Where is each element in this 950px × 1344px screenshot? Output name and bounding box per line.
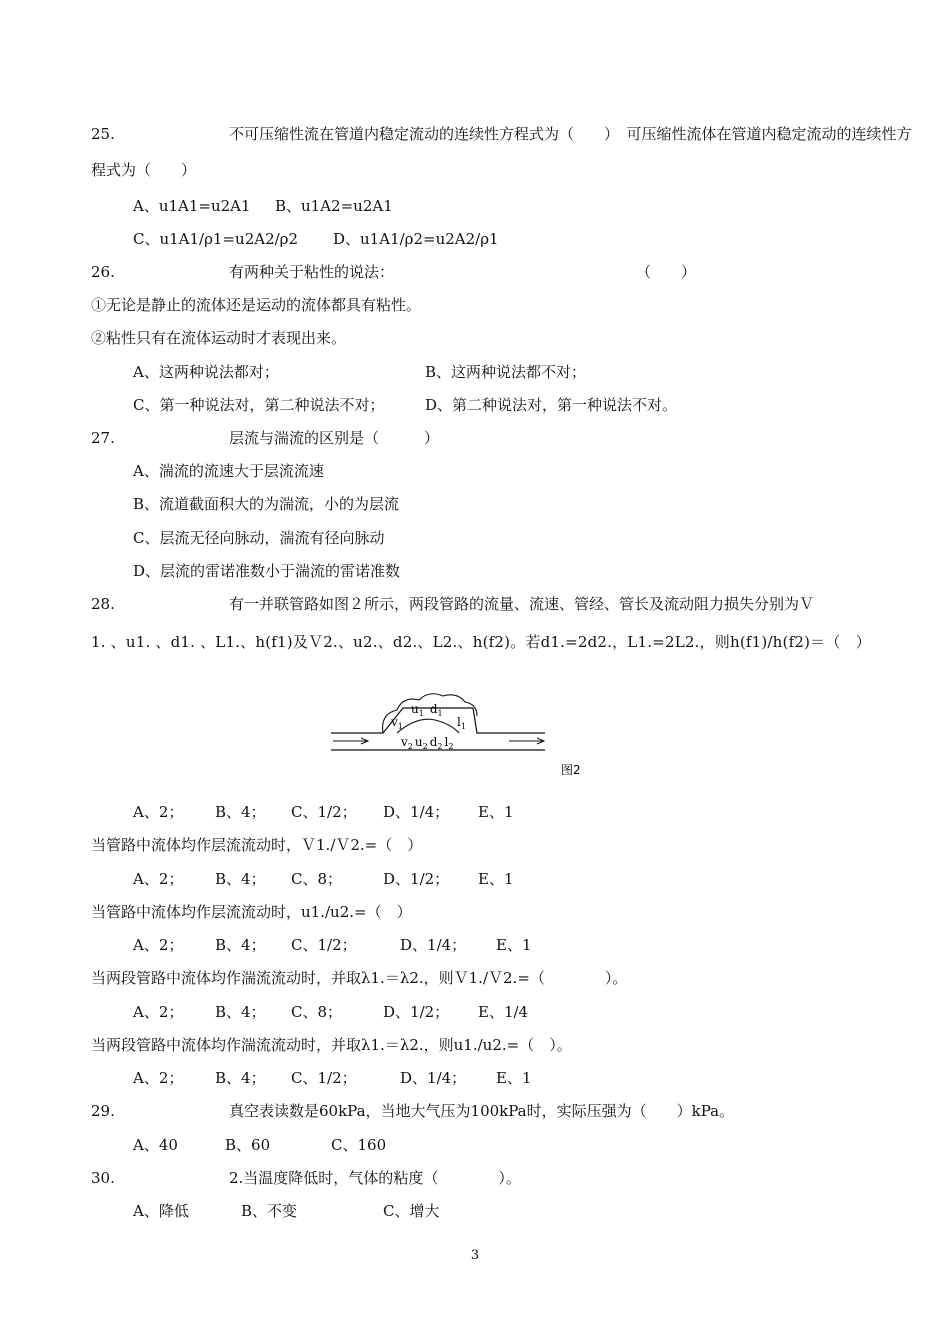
q28-number: 28.	[91, 595, 115, 613]
label-right: $l_1$	[457, 715, 466, 731]
branch-inner	[397, 719, 459, 733]
q30-text: 2.当温度降低时，气体的粘度（ ）。	[229, 1169, 521, 1187]
label-bottom: $v_2$ $u_2$ $d_2$ $l_2$	[401, 735, 454, 751]
q28-row5-c: C、1/2；	[291, 1069, 357, 1087]
label-top: $u_1$ $d_1$	[411, 702, 443, 718]
q28-text: 有一并联管路如图２所示，两段管路的流量、流速、管经、管长及流动阻力损失分别为Ｖ	[229, 595, 815, 613]
q28-row4-a: A、2；	[133, 1003, 184, 1021]
label-left: $v_1$	[391, 715, 403, 731]
q28-row2-a: A、2；	[133, 870, 184, 888]
q28-row3-b: B、4；	[215, 936, 266, 954]
q28-row1-a: A、2；	[133, 803, 184, 821]
q30-option-b: B、不变	[241, 1202, 298, 1220]
q29-text: 真空表读数是60kPa，当地大气压为100kPa时，实际压强为（ ）kPa。	[229, 1102, 735, 1120]
q28-row4-b: B、4；	[215, 1003, 266, 1021]
q28-row5-e: E、1	[496, 1069, 532, 1087]
q27-text: 层流与湍流的区别是（ ）	[229, 429, 440, 447]
q28-row2-e: E、1	[478, 870, 514, 888]
parallel-pipe-diagram	[325, 688, 585, 778]
q28-row5-b: B、4；	[215, 1069, 266, 1087]
q26-text: 有两种关于粘性的说法：	[229, 263, 395, 281]
q25-text: 不可压缩性流在管道内稳定流动的连续性方程式为（ ） 可压缩性流体在管道内稳定流动的连续性方	[229, 125, 912, 143]
q30-option-a: A、降低	[133, 1202, 189, 1220]
q26-statement-1: ①无论是静止的流体还是运动的流体都具有粘性。	[91, 296, 422, 314]
q28-sub3: 当两段管路中流体均作湍流流动时，并取λ1.＝λ2.，则Ｖ1./Ｖ2.=（ ）。	[91, 969, 628, 987]
q28-sub2: 当管路中流体均作层流流动时，u1./u2.=（ ）	[91, 903, 412, 921]
q28-row1-c: C、1/2；	[291, 803, 357, 821]
q26-option-a: A、这两种说法都对；	[133, 363, 279, 381]
q28-row4-c: C、8；	[291, 1003, 343, 1021]
q28-row1-b: B、4；	[215, 803, 266, 821]
q25-option-b: B、u1A2=u2A1	[275, 197, 393, 215]
q25-option-c: C、u1A1/ρ1=u2A2/ρ2	[133, 230, 299, 248]
q28-text-cont: 1. 、u1. 、d1. 、L1.、h(f1)及Ｖ2.、u2.、d2.、L2.、h(f2)。若d1.=2d2.，L1.=2L2.，则h(f1)/h(f2)＝（ ）	[91, 633, 871, 651]
q26-bracket: （ ）	[636, 263, 697, 281]
q28-row1-d: D、1/4；	[383, 803, 450, 821]
q28-row2-d: D、1/2；	[383, 870, 450, 888]
q27-number: 27.	[91, 429, 115, 447]
q28-row3-c: C、1/2；	[291, 936, 357, 954]
q26-number: 26.	[91, 263, 115, 281]
parallel-pipe-figure	[325, 688, 585, 778]
q27-option-c: C、层流无径向脉动，湍流有径向脉动	[133, 529, 385, 547]
q28-row3-e: E、1	[496, 936, 532, 954]
q27-option-b: B、流道截面积大的为湍流，小的为层流	[133, 495, 400, 513]
q27-option-a: A、湍流的流速大于层流流速	[133, 462, 324, 480]
q30-number: 30.	[91, 1169, 115, 1187]
q28-row3-a: A、2；	[133, 936, 184, 954]
q26-option-b: B、这两种说法都不对；	[425, 363, 587, 381]
q28-sub4: 当两段管路中流体均作湍流流动时，并取λ1.＝λ2.，则u1./u2.=（ ）。	[91, 1036, 572, 1054]
q30-option-c: C、增大	[383, 1202, 440, 1220]
q29-option-a: A、40	[133, 1136, 178, 1154]
q25-text-cont: 程式为（ ）	[91, 161, 197, 179]
q28-row2-c: C、8；	[291, 870, 343, 888]
q25-option-a: A、u1A1=u2A1	[133, 197, 251, 215]
q28-row1-e: E、1	[478, 803, 514, 821]
q26-option-c: C、第一种说法对，第二种说法不对；	[133, 396, 385, 414]
figure-caption: 图2	[561, 763, 581, 777]
q27-option-d: D、层流的雷诺准数小于湍流的雷诺准数	[133, 562, 401, 580]
q28-sub1: 当管路中流体均作层流流动时，Ｖ1./Ｖ2.=（ ）	[91, 836, 423, 854]
q25-option-d: D、u1A1/ρ2=u2A2/ρ1	[333, 230, 499, 248]
page-number: 3	[470, 1248, 480, 1263]
q25-number: 25.	[91, 125, 115, 143]
q29-number: 29.	[91, 1102, 115, 1120]
q28-row3-d: D、1/4；	[400, 936, 467, 954]
q28-row4-d: D、1/2；	[383, 1003, 450, 1021]
q29-option-b: B、60	[225, 1136, 271, 1154]
q28-row5-d: D、1/4；	[400, 1069, 467, 1087]
q28-row4-e: E、1/4	[478, 1003, 529, 1021]
q26-option-d: D、第二种说法对，第一种说法不对。	[425, 396, 678, 414]
q26-statement-2: ②粘性只有在流体运动时才表现出来。	[91, 329, 347, 347]
q29-option-c: C、160	[331, 1136, 387, 1154]
q28-row5-a: A、2；	[133, 1069, 184, 1087]
q28-row2-b: B、4；	[215, 870, 266, 888]
